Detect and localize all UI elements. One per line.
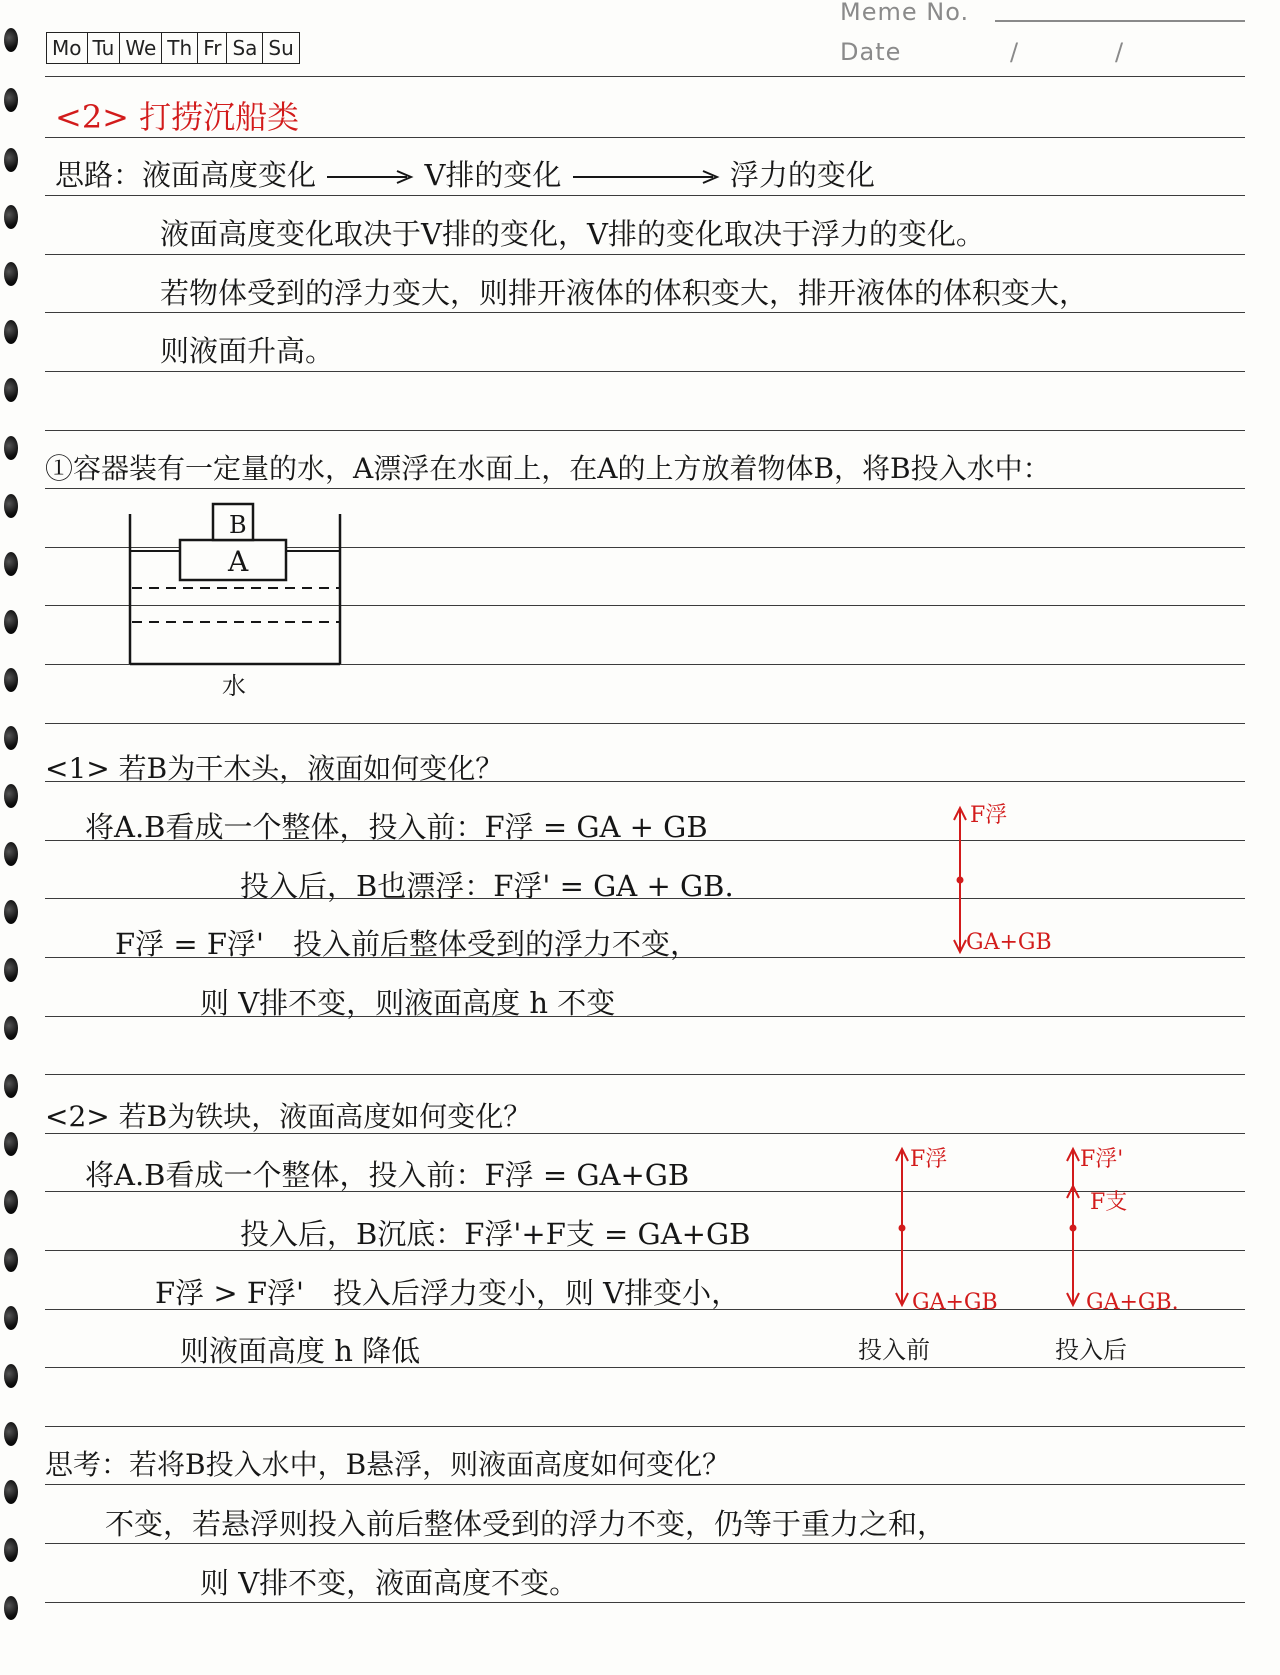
- spiral-binding: [0, 0, 30, 1675]
- case1-line-1: 将A.B看成一个整体，投入前：F浮 = GA + GB: [85, 810, 708, 844]
- block-a-label: A: [228, 545, 249, 578]
- water-label: 水: [222, 672, 246, 700]
- meme-no-line: [995, 20, 1245, 22]
- binding-hole: [4, 88, 18, 112]
- meme-no-label: Meme No.: [840, 0, 970, 26]
- case2-question: <2> 若B为铁块，液面高度如何变化？: [45, 1100, 532, 1133]
- weekday-sa[interactable]: Sa: [227, 33, 263, 63]
- binding-hole: [4, 1480, 18, 1504]
- ruling-line: [45, 1426, 1245, 1427]
- ruling-line: [45, 723, 1245, 724]
- explain-line-3: 则液面升高。: [160, 334, 335, 368]
- weekday-mo[interactable]: Mo: [47, 33, 88, 63]
- binding-hole: [4, 1016, 18, 1040]
- weekday-fr[interactable]: Fr: [198, 33, 227, 63]
- case2-after-weight-label: GA+GB.: [1086, 1290, 1179, 1315]
- binding-hole: [4, 1306, 18, 1330]
- date-separator: /: [1010, 38, 1020, 66]
- weekday-boxes: [46, 32, 300, 64]
- think-answer-2: 则 V排不变，液面高度不变。: [200, 1566, 579, 1600]
- case2-after-caption: 投入后: [1055, 1336, 1127, 1364]
- binding-hole: [4, 320, 18, 344]
- binding-hole: [4, 610, 18, 634]
- binding-hole: [4, 784, 18, 808]
- binding-hole: [4, 1132, 18, 1156]
- chain-step-3: 浮力的变化: [729, 158, 875, 192]
- binding-hole: [4, 1074, 18, 1098]
- ruling-line: [45, 1602, 1245, 1603]
- binding-hole: [4, 494, 18, 518]
- idea-prefix: 思路：: [55, 158, 143, 192]
- explain-line-1: 液面高度变化取决于V排的变化，V排的变化取决于浮力的变化。: [160, 217, 985, 251]
- ruling-line: [45, 137, 1245, 138]
- binding-hole: [4, 148, 18, 172]
- binding-hole: [4, 726, 18, 750]
- block-b-label: B: [229, 511, 247, 539]
- arrow-right-icon: [571, 167, 721, 187]
- binding-hole: [4, 1422, 18, 1446]
- think-answer-1: 不变，若悬浮则投入前后整体受到的浮力不变，仍等于重力之和，: [105, 1507, 947, 1541]
- think-question: 思考：若将B投入水中，B悬浮，则液面高度如何变化？: [45, 1448, 731, 1481]
- ruling-line: [45, 488, 1245, 489]
- arrow-right-icon: [325, 167, 415, 187]
- binding-hole: [4, 1596, 18, 1620]
- binding-hole: [4, 28, 18, 52]
- ruling-line: [45, 312, 1245, 313]
- idea-chain: [55, 158, 875, 192]
- case1-line-3: F浮 = F浮' 投入前后整体受到的浮力不变，: [115, 927, 699, 961]
- case2-after-support-label: F支: [1090, 1190, 1128, 1215]
- case1-weight-label: GA+GB: [966, 930, 1052, 955]
- problem-statement: ①容器装有一定量的水，A漂浮在水面上，在A的上方放着物体B，将B投入水中：: [45, 452, 1051, 485]
- ruling-line: [45, 1543, 1245, 1544]
- binding-hole: [4, 378, 18, 402]
- weekday-th[interactable]: Th: [162, 33, 198, 63]
- case1-question: <1> 若B为干木头，液面如何变化？: [45, 752, 504, 785]
- chain-step-1: 液面高度变化: [142, 158, 317, 192]
- binding-hole: [4, 1538, 18, 1562]
- ruling-line: [45, 254, 1245, 255]
- case2-before-caption: 投入前: [858, 1336, 930, 1364]
- date-label: Date: [840, 38, 902, 66]
- ruling-line: [45, 1074, 1245, 1075]
- ruling-line: [45, 76, 1245, 77]
- ruling-line: [45, 195, 1245, 196]
- case1-buoyancy-label: F浮: [970, 803, 1008, 828]
- binding-hole: [4, 1364, 18, 1388]
- case2-after-buoyancy-label: F浮': [1080, 1147, 1124, 1172]
- case2-before-weight-label: GA+GB: [912, 1290, 998, 1315]
- case2-line-2: 投入后，B沉底：F浮'+F支 = GA+GB: [240, 1217, 751, 1251]
- weekday-su[interactable]: Su: [268, 36, 294, 60]
- binding-hole: [4, 842, 18, 866]
- weekday-we[interactable]: We: [120, 33, 162, 63]
- ruling-line: [45, 371, 1245, 372]
- binding-hole: [4, 1248, 18, 1272]
- weekday-tu[interactable]: Tu: [88, 33, 121, 63]
- case2-line-1: 将A.B看成一个整体，投入前：F浮 = GA+GB: [85, 1158, 690, 1192]
- ruling-line: [45, 430, 1245, 431]
- section-title: <2> 打捞沉船类: [55, 98, 300, 136]
- ruling-line: [45, 1484, 1245, 1485]
- binding-hole: [4, 552, 18, 576]
- case2-before-buoyancy-label: F浮: [910, 1147, 948, 1172]
- binding-hole: [4, 262, 18, 286]
- case2-line-3: F浮 > F浮' 投入后浮力变小，则 V排变小，: [155, 1276, 741, 1310]
- date-separator: /: [1115, 38, 1125, 66]
- binding-hole: [4, 205, 18, 229]
- case1-line-2: 投入后，B也漂浮：F浮' = GA + GB.: [240, 869, 734, 903]
- binding-hole: [4, 958, 18, 982]
- chain-step-2: V排的变化: [424, 158, 562, 192]
- binding-hole: [4, 1190, 18, 1214]
- binding-hole: [4, 668, 18, 692]
- case2-line-4: 则液面高度 h 降低: [180, 1334, 421, 1368]
- case1-line-4: 则 V排不变，则液面高度 h 不变: [200, 986, 616, 1020]
- binding-hole: [4, 900, 18, 924]
- explain-line-2: 若物体受到的浮力变大，则排开液体的体积变大，排开液体的体积变大，: [160, 276, 1089, 310]
- binding-hole: [4, 436, 18, 460]
